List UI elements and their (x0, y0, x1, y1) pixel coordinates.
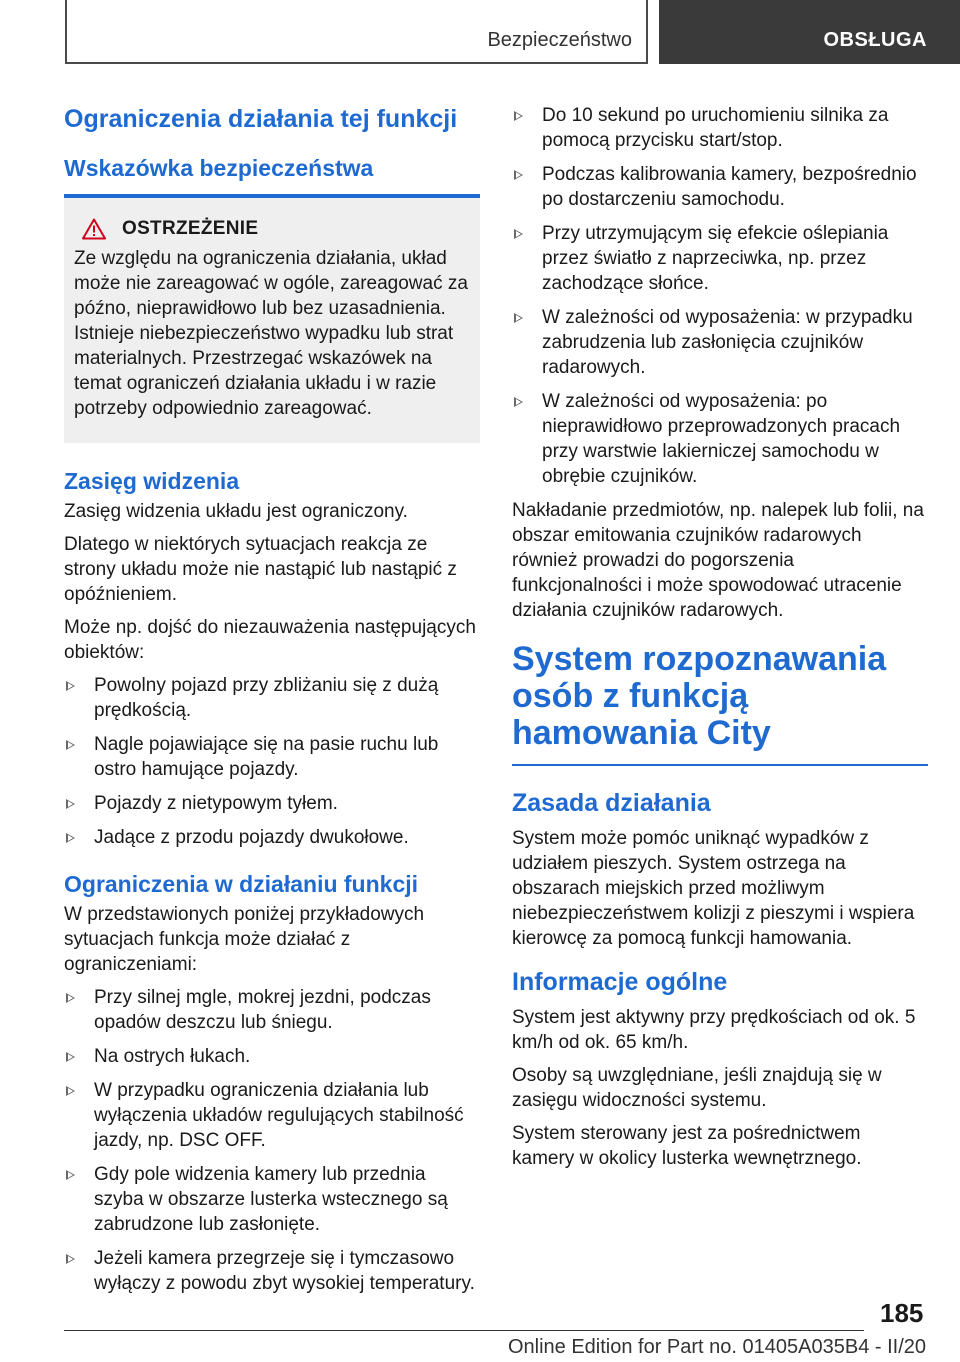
left-column (64, 100, 480, 1305)
warning-triangle-icon (82, 218, 106, 240)
list-item: Pojazdy z nietypowym tyłem. (64, 791, 480, 816)
footer-divider (64, 1330, 864, 1331)
general-paragraph-2: Osoby są uwzględniane, jeśli znajdują się w zasięgu widoczności systemu. (512, 1065, 882, 1111)
header-chapter-tab (659, 0, 960, 64)
range-heading: Zasięg widzenia (64, 468, 240, 494)
bullet-triangle-icon (514, 313, 523, 323)
bullet-triangle-icon (66, 1170, 75, 1180)
bullet-triangle-icon (66, 681, 75, 691)
list-item: W zależności od wyposażenia: w przypadku zabrudzenia lub zasłonięcia czujników radarowych. (512, 305, 928, 380)
list-item: Do 10 sekund po uruchomieniu silnika za pomocą przycisku start/stop. (512, 103, 928, 153)
bullet-triangle-icon (514, 229, 523, 239)
list-item: W przypadku ograniczenia działania lub wyłączenia układów regulujących stabilność jazdy, np. DSC OFF. (64, 1078, 480, 1153)
bullet-triangle-icon (514, 397, 523, 407)
general-paragraph-3: System sterowany jest za pośrednictwem kamery w okolicy lusterka wewnętrznego. (512, 1123, 862, 1169)
bullet-triangle-icon (66, 740, 75, 750)
range-paragraph-3: Może np. dojść do niezauważenia następujących obiektów: (64, 617, 476, 663)
header-section-tab (65, 0, 648, 64)
bullet-triangle-icon (66, 833, 75, 843)
range-list (64, 673, 480, 850)
chapter-title: System rozpoznawania osób z funkcją hamowania City (512, 640, 887, 752)
safety-heading: Wskazówka bezpieczeństwa (64, 155, 374, 181)
list-item: Powolny pojazd przy zbliżaniu się z dużą prędkością. (64, 673, 480, 723)
warning-header (74, 218, 470, 240)
list-item: Jeżeli kamera przegrzeje się i tymczasowo wyłączy z powodu zbyt wysokiej temperatury. (64, 1246, 480, 1296)
range-paragraph-1: Zasięg widzenia układu jest ograniczony. (64, 501, 408, 522)
bullet-triangle-icon (66, 993, 75, 1003)
principle-text: System może pomóc uniknąć wypadków z udziałem pieszych. System ostrzega na obszarach miejskich przed możliwym niebezpieczeństwem kolizji z pieszymi i wspiera kierowcę za pomocą funkcji hamowania. (512, 828, 915, 949)
header-chapter-title: OBSŁUGA (823, 29, 927, 51)
section-title: Ograniczenia działania tej funkcji (64, 105, 458, 133)
title-divider (512, 764, 928, 766)
list-item: Jadące z przodu pojazdy dwukołowe. (64, 825, 480, 850)
page-number: 185 (880, 1298, 924, 1328)
radar-note: Nakładanie przedmiotów, np. nalepek lub folii, na obszar emitowania czujników radarowych również prowadzi do pogorszenia funkcjonalności i może spowodować utracenie działania czujników radarowych. (512, 500, 924, 621)
list-item: Gdy pole widzenia kamery lub przednia szyba w obszarze lusterka wstecznego są zabrudzone lub zasłonięte. (64, 1162, 480, 1237)
bullet-triangle-icon (66, 1052, 75, 1062)
list-item: W zależności od wyposażenia: po nieprawidłowo przeprowadzonych pracach przy warstwie lakierniczej samochodu w obrębie czujników. (512, 389, 928, 489)
bullet-triangle-icon (514, 170, 523, 180)
bullet-triangle-icon (66, 1086, 75, 1096)
footer-edition: Online Edition for Part no. 01405A035B4 - II/20 (507, 1336, 926, 1358)
principle-heading: Zasada działania (512, 789, 711, 817)
warning-text: Ze względu na ograniczenia działania, układ może nie zareagować w ogóle, zareagować za późno, nieprawidłowo lub bez uzasadnienia. Istnieje niebezpieczeństwo wypadku lub strat materialnych. Przestrzegać wskazówek na temat ograniczeń działania układu i w razie potrzeby odpowiednio zareagować. (74, 248, 468, 419)
limits-list (64, 985, 480, 1296)
list-item: Podczas kalibrowania kamery, bezpośrednio po dostarczeniu samochodu. (512, 162, 928, 212)
warning-label: OSTRZEŻENIE (122, 218, 259, 239)
bullet-triangle-icon (514, 111, 523, 121)
range-paragraph-2: Dlatego w niektórych sytuacjach reakcja ze strony układu może nie nastąpić lub nastąpić z opóźnieniem. (64, 534, 457, 605)
general-paragraph-1: System jest aktywny przy prędkościach od ok. 5 km/h od ok. 65 km/h. (512, 1007, 916, 1053)
list-item: Przy utrzymującym się efekcie oślepiania przez światło z naprzeciwka, np. przez zachodzące słońce. (512, 221, 928, 296)
right-column (512, 103, 928, 1179)
limits-heading: Ograniczenia w działaniu funkcji (64, 871, 419, 897)
general-heading: Informacje ogólne (512, 968, 728, 996)
list-item: Przy silnej mgle, mokrej jezdni, podczas opadów deszczu lub śniegu. (64, 985, 480, 1035)
bullet-triangle-icon (66, 1254, 75, 1264)
limits-list-continued (512, 103, 928, 489)
warning-box (64, 194, 480, 443)
limits-paragraph: W przedstawionych poniżej przykładowych sytuacjach funkcja może działać z ograniczeniami: (64, 904, 425, 975)
list-item: Na ostrych łukach. (64, 1044, 480, 1069)
bullet-triangle-icon (66, 799, 75, 809)
list-item: Nagle pojawiające się na pasie ruchu lub ostro hamujące pojazdy. (64, 732, 480, 782)
header-section-title: Bezpieczeństwo (487, 29, 632, 51)
